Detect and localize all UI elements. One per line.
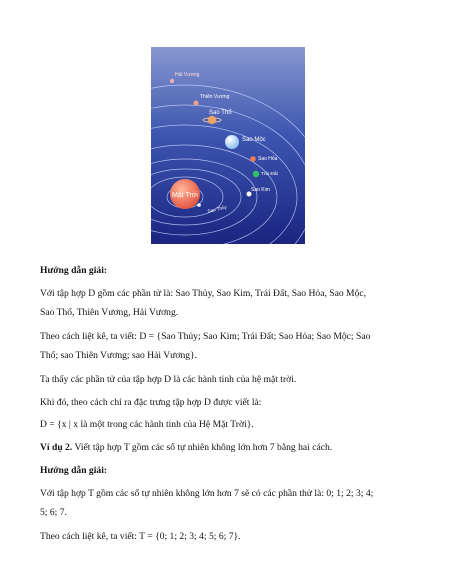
planet-label-jupiter: Sao Mộc [242, 137, 266, 143]
paragraph-line: Sao Thổ, Thiên Vương, Hải Vương. [40, 307, 179, 318]
planet-label-saturn: Sao Thổ [209, 110, 232, 116]
paragraph-line: Theo cách liệt kê, ta viết: D = {Sao Thủy; Sao Kim; Trái Đất; Sao Hỏa; Sao Mộc; Sao [40, 331, 371, 342]
paragraph-listing-d [40, 330, 412, 363]
paragraph-line: Với tập hợp T gồm các số tự nhiên không lớn hơn 7 sẽ có các phần thử là: 0; 1; 2; 3; 4; [40, 488, 374, 499]
planet-label-earth: Trái Đất [261, 172, 278, 177]
planet-label-uranus: Thiên Vương [200, 94, 230, 100]
planet-mars [250, 156, 256, 162]
solution-heading-2: Hướng dẫn giải: [40, 465, 108, 476]
example-2-statement [40, 441, 412, 455]
solar-system-diagram [151, 47, 305, 244]
planet-label-mars: Sao Hỏa [258, 156, 278, 162]
solution-heading-1: Hướng dẫn giải: [40, 265, 108, 276]
planet-saturn [208, 116, 216, 124]
planet-uranus [194, 101, 199, 106]
planet-mercury [197, 203, 201, 207]
planet-earth [253, 171, 259, 177]
planet-label-mercury: Sao Thủy [207, 204, 228, 214]
example-label: Ví dụ 2. [40, 442, 73, 453]
paragraph-set-t-elements [40, 487, 412, 520]
paragraph-set-d-elements [40, 287, 412, 320]
sun-label: Mặt Trời [172, 192, 198, 199]
paragraph-line: 5; 6; 7. [40, 507, 67, 518]
paragraph-line: Thổ; sao Thiên Vương; sao Hải Vương}. [40, 350, 198, 361]
planet-label-venus: Sao Kim [251, 187, 270, 193]
planet-label-neptune: Hải Vương [175, 72, 200, 78]
paragraph-characteristic-intro: Khi đó, theo cách chỉ ra đặc trưng tập hợp D được viết là: [40, 397, 262, 408]
planet-jupiter [225, 135, 239, 149]
example-text: Viết tập hợp T gồm các số tự nhiên không lớn hơn 7 bằng hai cách. [72, 442, 333, 453]
paragraph-listing-t: Theo cách liệt kê, ta viết: T = {0; 1; 2; 3; 4; 5; 6; 7}. [40, 531, 241, 542]
planet-neptune [170, 79, 174, 83]
paragraph-line: Với tập hợp D gồm các phần tử là: Sao Thủy, Sao Kim, Trái Đất, Sao Hỏa, Sao Mộc, [40, 288, 367, 299]
paragraph-observation: Ta thấy các phần tử của tập hợp D là các hành tinh của hệ mặt trời. [40, 374, 297, 385]
set-builder-notation: D = {x | x là một trong các hành tinh của Hệ Mặt Trời}. [40, 419, 254, 430]
solar-system-figure [151, 47, 305, 244]
